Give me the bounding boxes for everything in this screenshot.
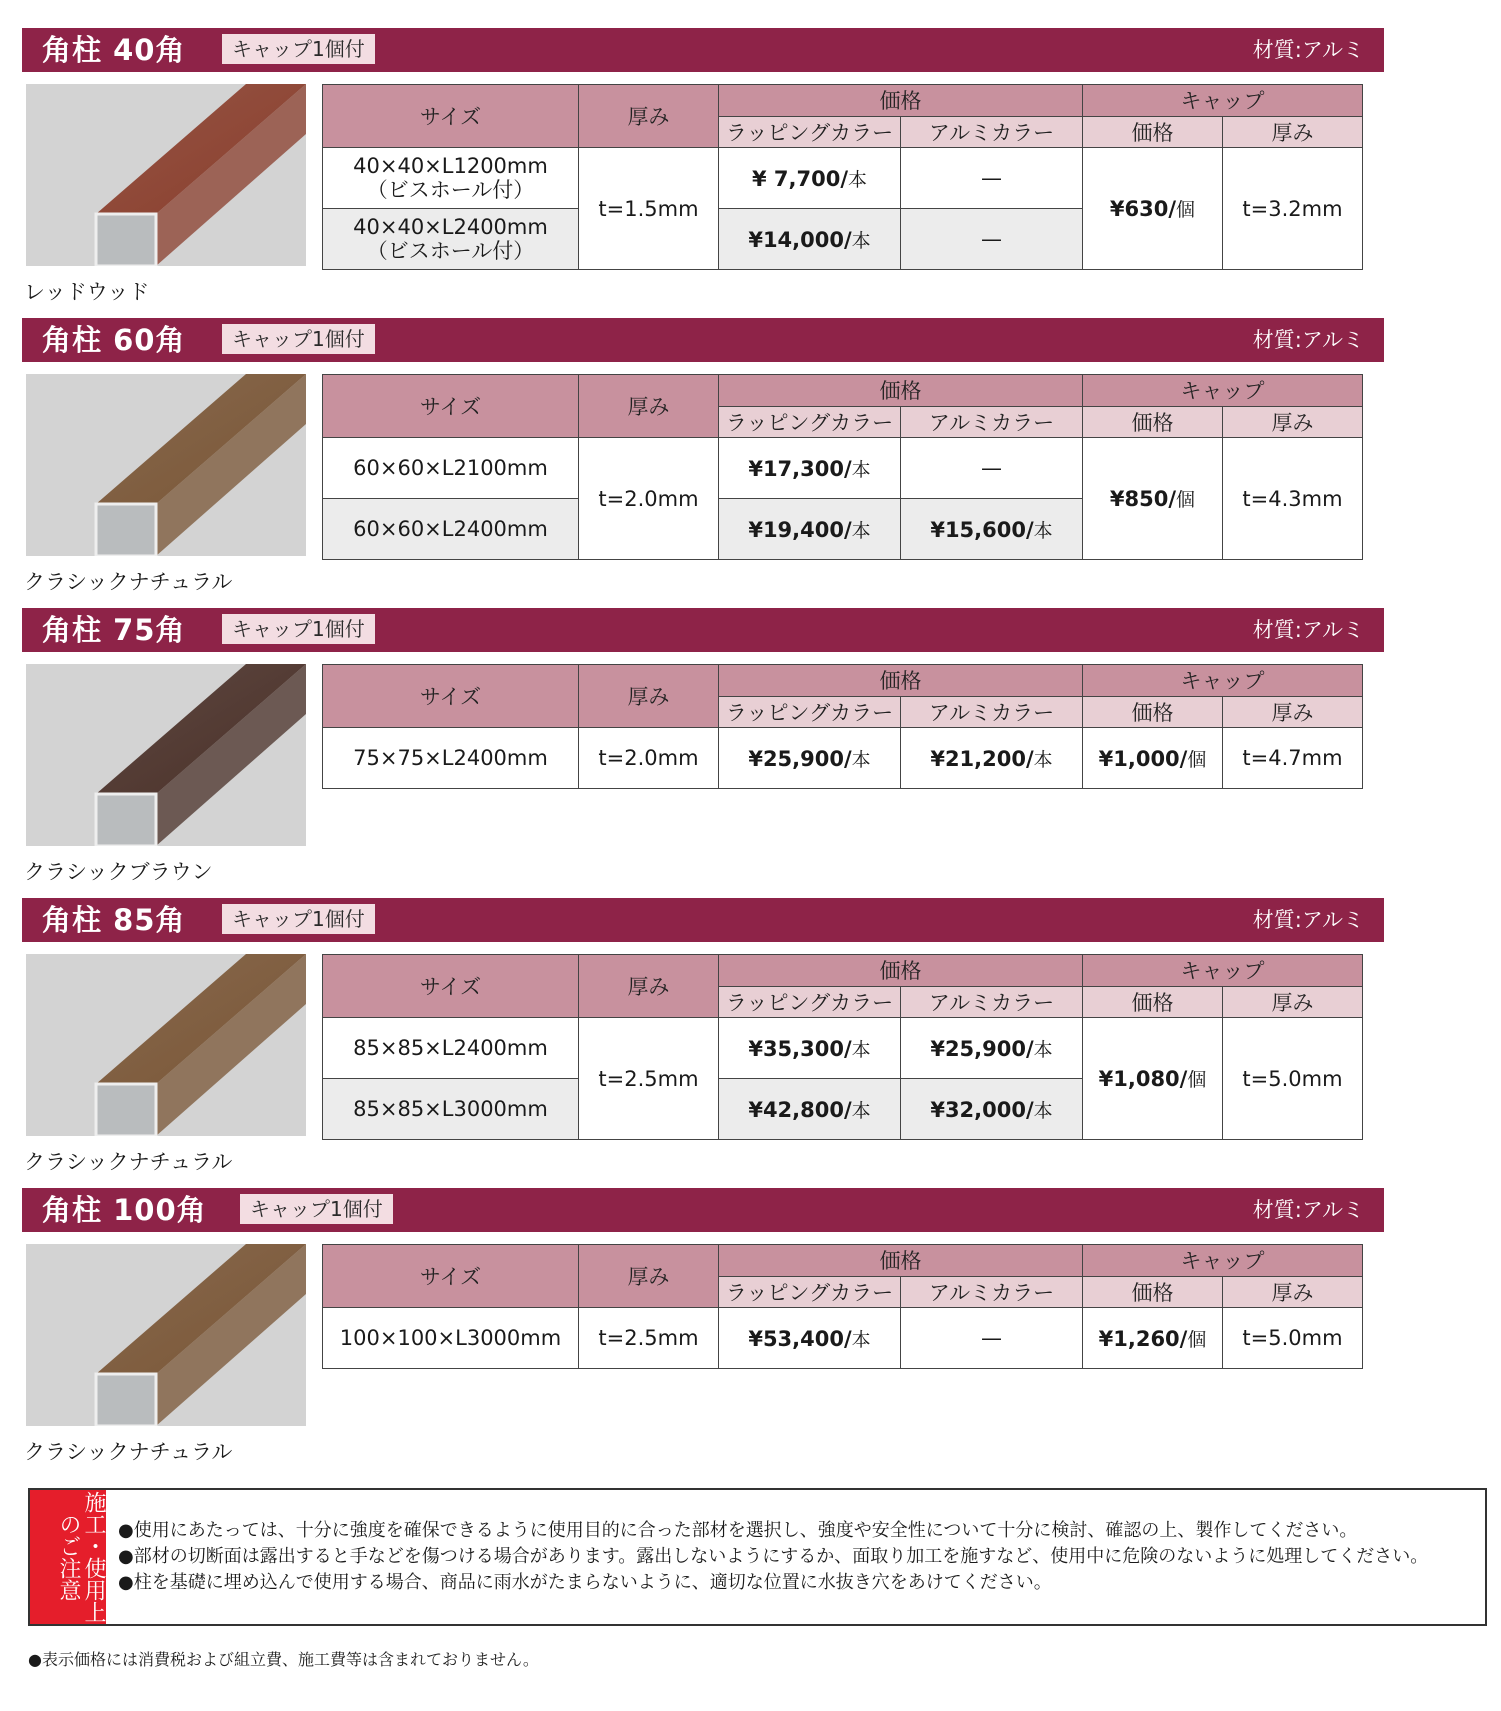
- material-label: 材質:アルミ: [1252, 1198, 1364, 1222]
- section-title: 角柱 85角: [42, 903, 186, 937]
- cap-included-badge: キャップ1個付: [222, 614, 375, 644]
- product-section: [0, 28, 1501, 318]
- thickness-header: 厚み: [579, 665, 719, 728]
- color-name: クラシックナチュラル: [24, 1440, 233, 1464]
- aluminum-price: ¥32,000/: [930, 1097, 1034, 1122]
- price-unit: 本: [1033, 748, 1053, 771]
- color-name: クラシックナチュラル: [24, 1150, 233, 1174]
- table-row: [323, 148, 1363, 209]
- cap-thickness-header: 厚み: [1223, 116, 1363, 148]
- section-banner: [22, 1188, 1384, 1232]
- cap-price-header: 価格: [1083, 1276, 1223, 1308]
- cap-price-cell: [1083, 148, 1223, 270]
- section-title: 角柱 100角: [42, 1193, 207, 1227]
- cap-price: ¥630/: [1109, 197, 1177, 221]
- wrapping-price: ¥ 7,700/: [751, 166, 848, 191]
- aluminum-price: —: [981, 166, 1002, 190]
- wrapping-price: ¥53,400/: [748, 1326, 852, 1351]
- material-label: 材質:アルミ: [1252, 38, 1364, 62]
- size-value: 40×40×L2400mm: [353, 215, 548, 239]
- price-unit: 本: [851, 748, 871, 771]
- aluminum-price-cell: [901, 1308, 1083, 1369]
- thickness-header: 厚み: [579, 375, 719, 438]
- size-header: サイズ: [323, 85, 579, 148]
- cap-header: キャップ: [1083, 85, 1363, 117]
- color-name: クラシックナチュラル: [24, 570, 233, 594]
- size-cell: [323, 209, 579, 270]
- spec-table: [322, 84, 1363, 270]
- size-value: 85×85×L3000mm: [353, 1097, 548, 1121]
- cap-included-badge: キャップ1個付: [222, 34, 375, 64]
- cap-price: ¥1,080/: [1098, 1067, 1188, 1091]
- aluminum-color-header: アルミカラー: [901, 116, 1083, 148]
- cap-thickness-cell: t=5.0mm: [1223, 1018, 1363, 1140]
- size-value: 60×60×L2400mm: [353, 517, 548, 541]
- size-cell: [323, 148, 579, 209]
- cap-price-cell: [1083, 1018, 1223, 1140]
- wrapping-color-header: ラッピングカラー: [719, 406, 901, 438]
- cap-thickness-cell: t=4.7mm: [1223, 728, 1363, 789]
- aluminum-price: —: [981, 1326, 1002, 1350]
- cap-price-header: 価格: [1083, 696, 1223, 728]
- aluminum-color-header: アルミカラー: [901, 406, 1083, 438]
- product-section: [0, 898, 1501, 1188]
- section-title: 角柱 60角: [42, 323, 186, 357]
- aluminum-price-cell: [901, 209, 1083, 270]
- aluminum-price-cell: [901, 438, 1083, 499]
- price-unit: 本: [851, 1038, 871, 1061]
- section-banner: [22, 28, 1384, 72]
- product-photo: [26, 84, 306, 266]
- wrapping-color-header: ラッピングカラー: [719, 986, 901, 1018]
- cap-price-header: 価格: [1083, 116, 1223, 148]
- cap-price: ¥1,000/: [1098, 746, 1188, 771]
- caution-line: ●部材の切断面は露出すると手などを傷つける場合があります。露出しないようにするか、面取り加工を施すなど、使用中に危険のないように処理してください。: [118, 1546, 1429, 1567]
- spec-table: [322, 954, 1363, 1140]
- color-name: レッドウッド: [24, 280, 150, 304]
- wrapping-price-cell: [719, 499, 901, 560]
- aluminum-price: ¥15,600/: [930, 517, 1034, 542]
- wrapping-price: ¥14,000/: [748, 227, 852, 252]
- cap-thickness-header: 厚み: [1223, 406, 1363, 438]
- cap-price-header: 価格: [1083, 986, 1223, 1018]
- caution-box: [28, 1488, 1487, 1626]
- material-label: 材質:アルミ: [1252, 328, 1364, 352]
- wrapping-color-header: ラッピングカラー: [719, 696, 901, 728]
- cap-header: キャップ: [1083, 375, 1363, 407]
- product-section: [0, 608, 1501, 898]
- price-unit: 本: [848, 168, 868, 191]
- cap-price: ¥1,260/: [1098, 1326, 1188, 1351]
- cap-thickness-cell: t=4.3mm: [1223, 438, 1363, 560]
- spec-table: [322, 664, 1363, 789]
- aluminum-price: ¥25,900/: [930, 1036, 1034, 1061]
- size-value: 40×40×L1200mm: [353, 154, 548, 178]
- aluminum-price: —: [981, 227, 1002, 251]
- section-title: 角柱 75角: [42, 613, 186, 647]
- wrapping-price-cell: [719, 209, 901, 270]
- price-header: 価格: [719, 665, 1083, 697]
- thickness-cell: t=2.5mm: [579, 1018, 719, 1140]
- aluminum-color-header: アルミカラー: [901, 986, 1083, 1018]
- cap-price-cell: [1083, 728, 1223, 789]
- price-header: 価格: [719, 955, 1083, 987]
- cap-included-badge: キャップ1個付: [240, 1194, 393, 1224]
- wrapping-price: ¥42,800/: [748, 1097, 852, 1122]
- size-cell: [323, 499, 579, 560]
- price-unit: 本: [851, 1099, 871, 1122]
- product-photo: [26, 954, 306, 1136]
- size-cell: [323, 728, 579, 789]
- aluminum-color-header: アルミカラー: [901, 1276, 1083, 1308]
- cap-thickness-header: 厚み: [1223, 1276, 1363, 1308]
- table-row: [323, 1308, 1363, 1369]
- price-header: 価格: [719, 375, 1083, 407]
- cap-price-unit: 個: [1187, 748, 1207, 771]
- product-photo: [26, 1244, 306, 1426]
- price-unit: 本: [851, 229, 871, 252]
- cap-thickness-header: 厚み: [1223, 986, 1363, 1018]
- cap-header: キャップ: [1083, 955, 1363, 987]
- thickness-cell: t=2.5mm: [579, 1308, 719, 1369]
- wrapping-price-cell: [719, 1018, 901, 1079]
- material-label: 材質:アルミ: [1252, 908, 1364, 932]
- product-photo: [26, 664, 306, 846]
- thickness-header: 厚み: [579, 1245, 719, 1308]
- size-value: 60×60×L2100mm: [353, 456, 548, 480]
- footnote: ●表示価格には消費税および組立費、施工費等は含まれておりません。: [28, 1650, 539, 1669]
- thickness-header: 厚み: [579, 955, 719, 1018]
- aluminum-price-cell: [901, 499, 1083, 560]
- cap-price-unit: 個: [1176, 199, 1196, 221]
- size-header: サイズ: [323, 1245, 579, 1308]
- wrapping-color-header: ラッピングカラー: [719, 1276, 901, 1308]
- aluminum-price-cell: [901, 148, 1083, 209]
- price-unit: 本: [851, 1328, 871, 1351]
- wrapping-price: ¥35,300/: [748, 1036, 852, 1061]
- aluminum-price-cell: [901, 1079, 1083, 1140]
- thickness-cell: t=1.5mm: [579, 148, 719, 270]
- cap-price-unit: 個: [1176, 489, 1196, 511]
- aluminum-price: —: [981, 456, 1002, 480]
- aluminum-price-cell: [901, 1018, 1083, 1079]
- cap-included-badge: キャップ1個付: [222, 324, 375, 354]
- thickness-cell: t=2.0mm: [579, 728, 719, 789]
- section-title: 角柱 40角: [42, 33, 186, 67]
- section-banner: [22, 608, 1384, 652]
- material-label: 材質:アルミ: [1252, 618, 1364, 642]
- wrapping-price-cell: [719, 1308, 901, 1369]
- price-header: 価格: [719, 85, 1083, 117]
- price-unit: 本: [851, 458, 871, 481]
- size-header: サイズ: [323, 375, 579, 438]
- table-row: [323, 728, 1363, 789]
- thickness-cell: t=2.0mm: [579, 438, 719, 560]
- price-unit: 本: [1033, 1099, 1053, 1122]
- aluminum-color-header: アルミカラー: [901, 696, 1083, 728]
- wrapping-price-cell: [719, 148, 901, 209]
- cap-price-unit: 個: [1187, 1069, 1207, 1091]
- price-header: 価格: [719, 1245, 1083, 1277]
- wrapping-price: ¥25,900/: [748, 746, 852, 771]
- spec-table: [322, 1244, 1363, 1369]
- cap-thickness-header: 厚み: [1223, 696, 1363, 728]
- wrapping-price-cell: [719, 1079, 901, 1140]
- color-name: クラシックブラウン: [24, 860, 213, 884]
- cap-price: ¥850/: [1109, 487, 1177, 511]
- product-section: [0, 318, 1501, 608]
- cap-price-cell: [1083, 438, 1223, 560]
- cap-price-unit: 個: [1187, 1328, 1207, 1351]
- aluminum-price-cell: [901, 728, 1083, 789]
- size-value: 85×85×L2400mm: [353, 1036, 548, 1060]
- size-cell: [323, 1018, 579, 1079]
- price-unit: 本: [1033, 519, 1053, 542]
- cap-price-cell: [1083, 1308, 1223, 1369]
- caution-label: 施工・使用上のご注意: [30, 1490, 106, 1624]
- wrapping-price-cell: [719, 728, 901, 789]
- aluminum-price: ¥21,200/: [930, 746, 1034, 771]
- size-cell: [323, 438, 579, 499]
- cap-header: キャップ: [1083, 665, 1363, 697]
- caution-line: ●柱を基礎に埋め込んで使用する場合、商品に雨水がたまらないように、適切な位置に水抜き穴をあけてください。: [118, 1572, 1052, 1593]
- cap-thickness-cell: t=3.2mm: [1223, 148, 1363, 270]
- wrapping-price-cell: [719, 438, 901, 499]
- cap-header: キャップ: [1083, 1245, 1363, 1277]
- product-section: [0, 1188, 1501, 1478]
- caution-lines: [118, 1518, 1428, 1596]
- cap-included-badge: キャップ1個付: [222, 904, 375, 934]
- size-value: 100×100×L3000mm: [339, 1326, 562, 1350]
- price-unit: 本: [1033, 1038, 1053, 1061]
- size-value: 75×75×L2400mm: [353, 746, 548, 770]
- table-row: [323, 438, 1363, 499]
- section-banner: [22, 898, 1384, 942]
- size-cell: [323, 1079, 579, 1140]
- wrapping-price: ¥17,300/: [748, 456, 852, 481]
- thickness-header: 厚み: [579, 85, 719, 148]
- spec-table: [322, 374, 1363, 560]
- size-note: （ビスホール付）: [366, 239, 535, 263]
- caution-line: ●使用にあたっては、十分に強度を確保できるように使用目的に合った部材を選択し、強度や安全性について十分に検討、確認の上、製作してください。: [118, 1520, 1358, 1541]
- price-unit: 本: [851, 519, 871, 542]
- cap-thickness-cell: t=5.0mm: [1223, 1308, 1363, 1369]
- product-photo: [26, 374, 306, 556]
- wrapping-price: ¥19,400/: [748, 517, 852, 542]
- size-header: サイズ: [323, 955, 579, 1018]
- size-header: サイズ: [323, 665, 579, 728]
- size-note: （ビスホール付）: [366, 178, 535, 202]
- table-row: [323, 1018, 1363, 1079]
- cap-price-header: 価格: [1083, 406, 1223, 438]
- section-banner: [22, 318, 1384, 362]
- size-cell: [323, 1308, 579, 1369]
- wrapping-color-header: ラッピングカラー: [719, 116, 901, 148]
